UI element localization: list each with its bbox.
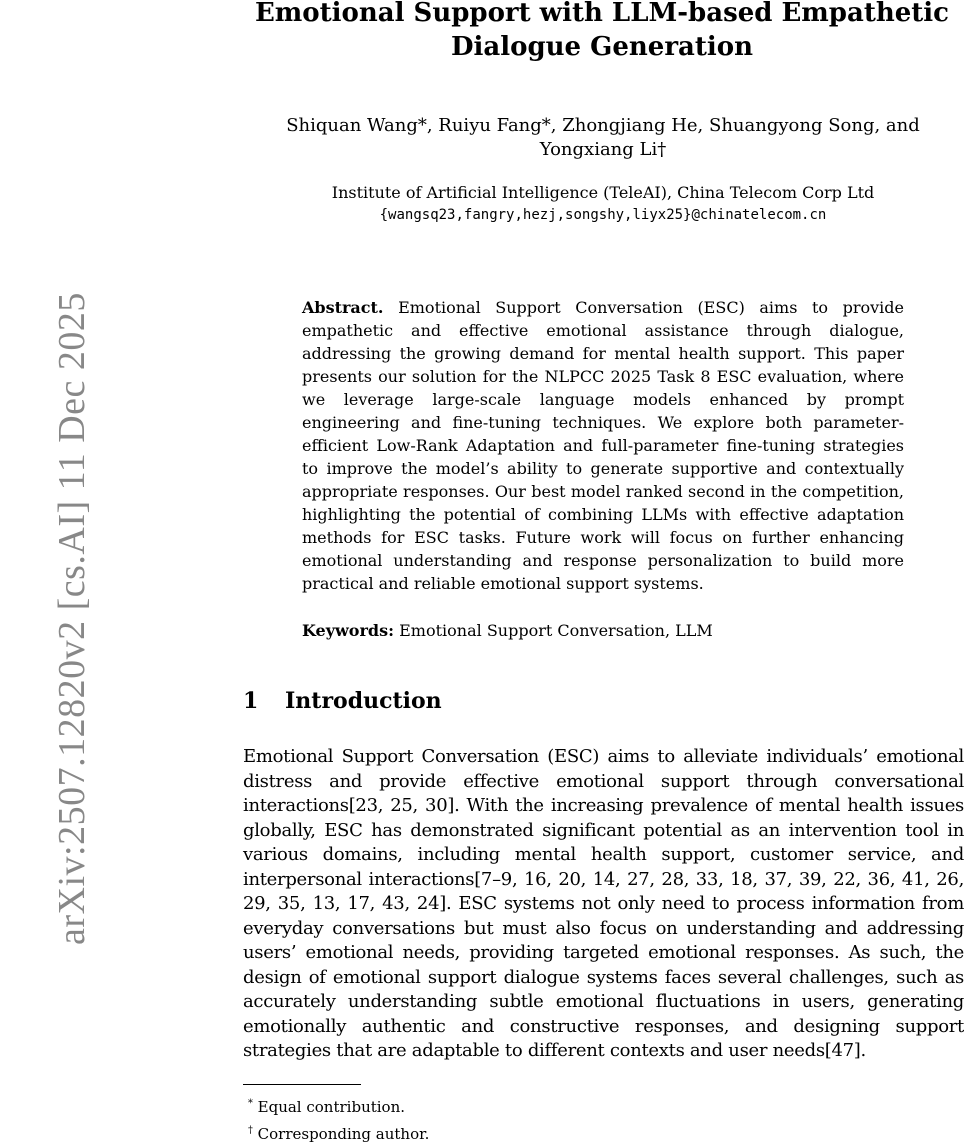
footnote-mark: † xyxy=(248,1125,253,1136)
institution: Institute of Artificial Intelligence (TeleAI), China Telecom Corp Ltd xyxy=(331,183,875,202)
keywords-label: Keywords: xyxy=(302,621,395,640)
keywords-text: Emotional Support Conversation, LLM xyxy=(399,621,713,640)
abstract xyxy=(302,296,904,595)
footnote-text: Equal contribution. xyxy=(257,1098,406,1116)
introduction-paragraph: Emotional Support Conversation (ESC) aims to alleviate individuals’ emotional distress and provide effective emotional support through conversational interactions[23, 25, 30]. With the increasing prevalence of mental health issues globally, ESC has demonstrated significant potential as an intervention tool in various domains, including mental health support, customer service, and interpersonal interactions[7–9, 16, 20, 14, 27, 28, 33, 18, 37, 39, 22, 36, 41, 26, 29, 35, 13, 17, 43, 24]. ESC systems not only need to process information from everyday conversations but must also focus on understanding and addressing users’ emotional needs, providing targeted emotional responses. As such, the design of emotional support dialogue systems faces several challenges, such as accurately understanding subtle emotional fluctuations in users, generating emotionally authentic and constructive responses, and designing support strategies that are adaptable to different contexts and user needs[47]. xyxy=(243,746,964,1061)
keywords xyxy=(302,620,904,642)
footnote-corresponding-author xyxy=(248,1121,429,1144)
footnote-equal-contribution xyxy=(248,1094,405,1117)
section-heading xyxy=(243,688,442,714)
section-number: 1 xyxy=(243,688,259,714)
abstract-label: Abstract. xyxy=(302,298,384,317)
author-list xyxy=(265,114,941,162)
footnote-mark: * xyxy=(248,1098,253,1109)
authors-line-2: Yongxiang Li† xyxy=(539,139,667,160)
paper-title xyxy=(240,0,964,64)
section-title: Introduction xyxy=(285,688,442,714)
authors-line-1: Shiquan Wang*, Ruiyu Fang*, Zhongjiang He, Shuangyong Song, and xyxy=(286,115,920,136)
affiliation xyxy=(265,182,941,226)
arxiv-identifier: arXiv:2507.12820v2 [cs.AI] 11 Dec 2025 xyxy=(51,292,93,945)
title-line-1: Emotional Support with LLM-based Empathetic xyxy=(254,0,950,28)
abstract-text: Emotional Support Conversation (ESC) aims to provide empathetic and effective emotional assistance through dialogue, addressing the growing demand for mental health support. This paper presents our solution for the NLPCC 2025 Task 8 ESC evaluation, where we leverage large-scale language models enhanced by prompt engineering and fine-tuning techniques. We explore both parameter-efficient Low-Rank Adaptation and full-parameter fine-tuning strategies to improve the model’s ability to generate supportive and contextually appropriate responses. Our best model ranked second in the competition, highlighting the potential of combining LLMs with effective adaptation methods for ESC tasks. Future work will focus on further enhancing emotional understanding and response personalization to build more practical and reliable emotional support systems. xyxy=(302,298,905,593)
title-line-2: Dialogue Generation xyxy=(450,32,754,62)
author-emails: {wangsq23,fangry,hezj,songshy,liyx25}@chinatelecom.cn xyxy=(379,207,827,223)
footnote-divider xyxy=(243,1084,361,1085)
footnote-text: Corresponding author. xyxy=(257,1125,430,1143)
